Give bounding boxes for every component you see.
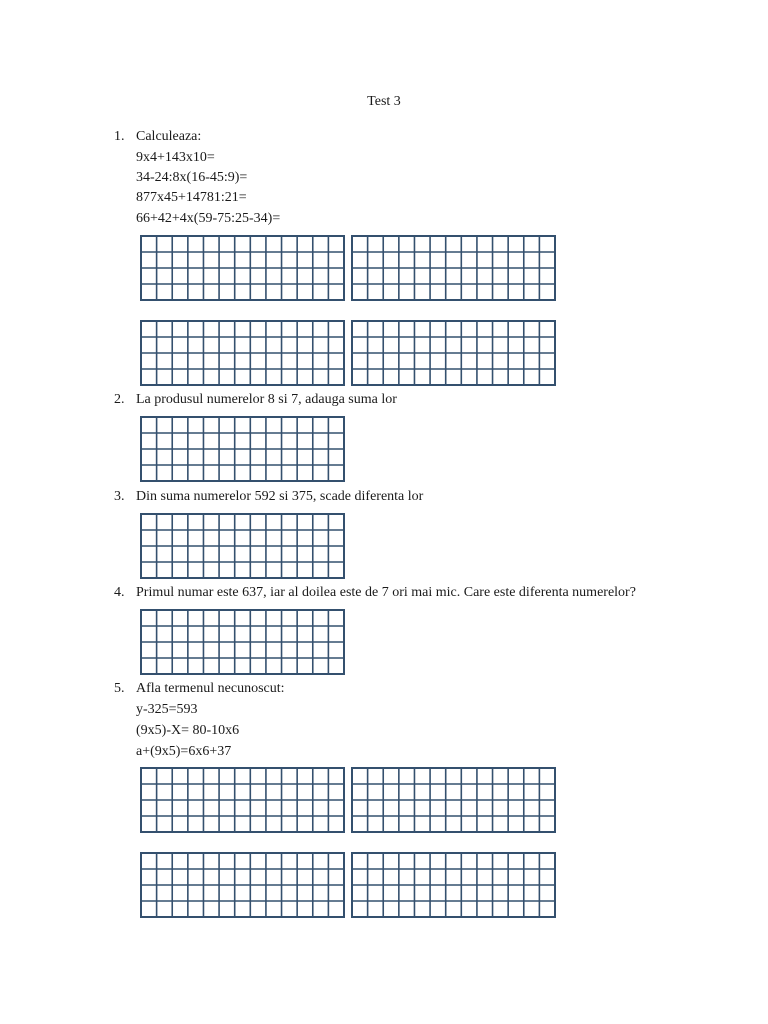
item-1-line-1: 9x4+143x10= [136, 150, 215, 165]
item-1-number: 1. [114, 129, 125, 144]
item-3-heading: Din suma numerelor 592 si 375, scade diferenta lor [136, 489, 424, 504]
item-5-number: 5. [114, 681, 125, 696]
answer-grid[interactable] [140, 513, 345, 579]
item-2-number: 2. [114, 392, 125, 407]
item-5-line-1: y-325=593 [136, 702, 198, 717]
item-5-heading: Afla termenul necunoscut: [136, 681, 285, 696]
answer-grid[interactable] [351, 320, 556, 386]
item-5-line-2: (9x5)-X= 80-10x6 [136, 723, 240, 738]
page-title: Test 3 [367, 94, 401, 109]
item-1-heading: Calculeaza: [136, 129, 202, 144]
answer-grid[interactable] [351, 852, 556, 918]
answer-grid[interactable] [351, 767, 556, 833]
answer-grid[interactable] [140, 852, 345, 918]
item-1-line-3: 877x45+14781:21= [136, 190, 247, 205]
item-1-line-2: 34-24:8x(16-45:9)= [136, 170, 248, 185]
answer-grid[interactable] [140, 609, 345, 675]
answer-grid[interactable] [140, 767, 345, 833]
item-3-number: 3. [114, 489, 125, 504]
answer-grid[interactable] [351, 235, 556, 301]
answer-grid[interactable] [140, 320, 345, 386]
item-4-number: 4. [114, 585, 125, 600]
item-4-heading: Primul numar este 637, iar al doilea este de 7 ori mai mic. Care este diferenta numerelor? [136, 585, 636, 600]
item-2-heading: La produsul numerelor 8 si 7, adauga suma lor [136, 392, 397, 407]
item-1-line-4: 66+42+4x(59-75:25-34)= [136, 211, 281, 226]
answer-grid[interactable] [140, 416, 345, 482]
answer-grid[interactable] [140, 235, 345, 301]
item-5-line-3: a+(9x5)=6x6+37 [136, 744, 232, 759]
